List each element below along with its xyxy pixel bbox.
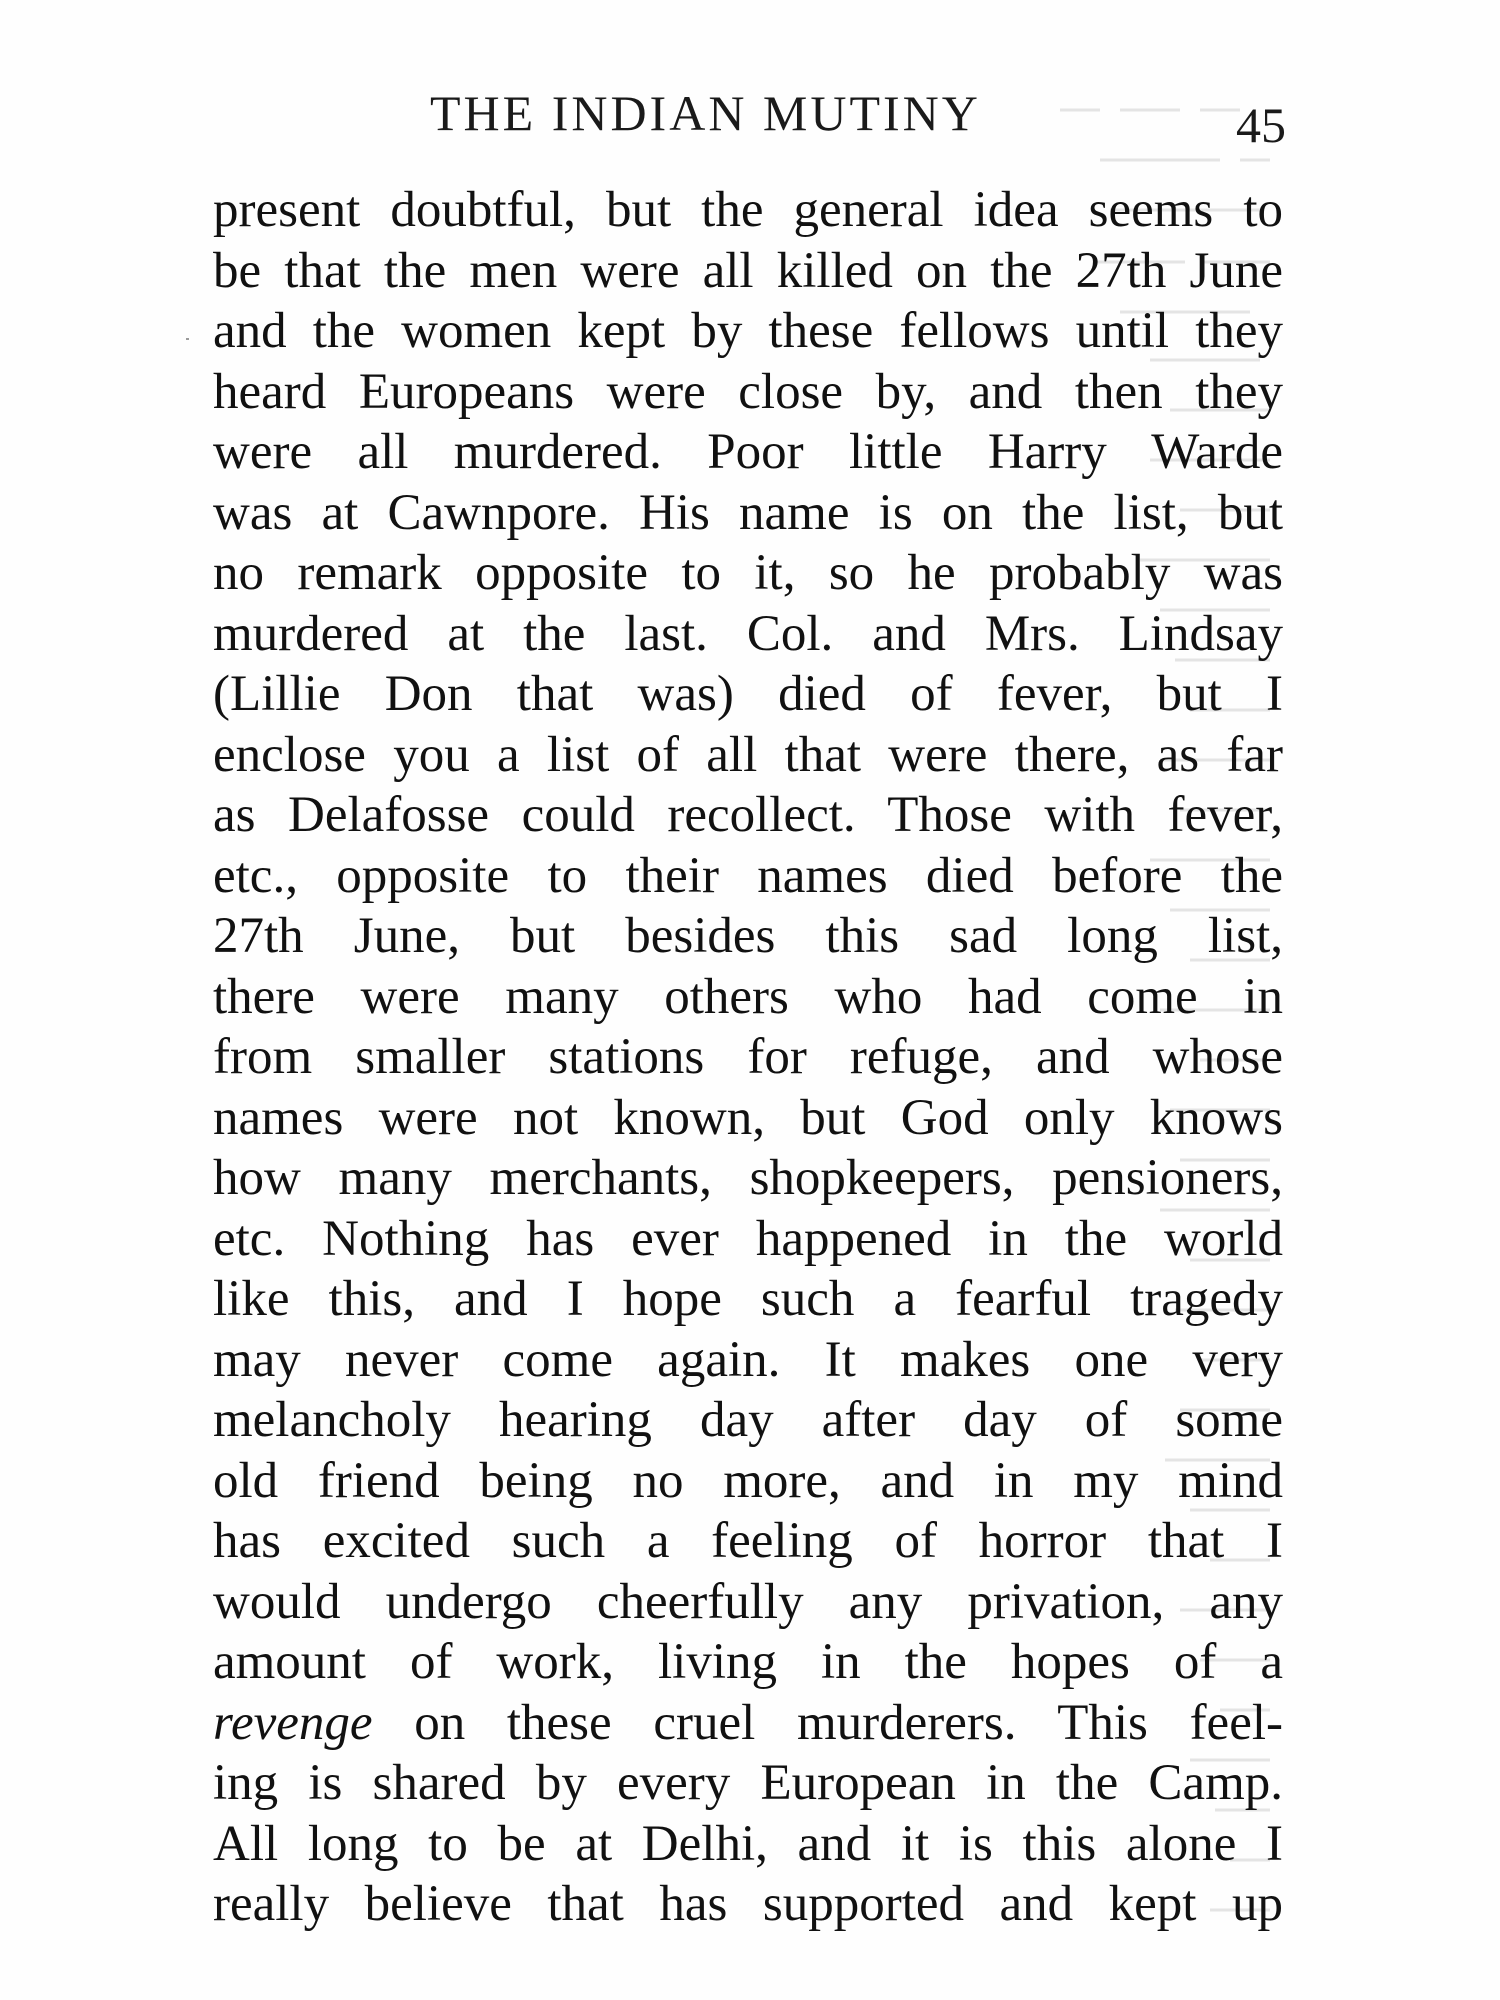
- text-line: be that the men were all killed on the 27th June: [213, 242, 1283, 299]
- text-line-with-italic: [213, 1693, 1283, 1754]
- text-line: ing is shared by every European in the Camp.: [213, 1755, 1283, 1811]
- text-line: (Lillie Don that was) died of fever, but I: [213, 666, 1283, 722]
- running-head: THE INDIAN MUTINY: [430, 85, 981, 141]
- text-line: like this, and I hope such a fearful tragedy: [213, 1271, 1283, 1327]
- text-line: All long to be at Delhi, and it is this alone I: [213, 1815, 1283, 1872]
- text-line: melancholy hearing day after day of some: [213, 1392, 1283, 1448]
- text-line: old friend being no more, and in my mind: [213, 1452, 1283, 1509]
- text-line: and the women kept by these fellows until they: [213, 303, 1283, 359]
- text-line: there were many others who had come in: [213, 968, 1283, 1025]
- text-line: how many merchants, shopkeepers, pensioners,: [213, 1150, 1283, 1206]
- text-line: murdered at the last. Col. and Mrs. Lindsay: [213, 605, 1283, 662]
- text-line: 27th June, but besides this sad long list,: [213, 908, 1283, 964]
- paper-speck: [186, 338, 189, 340]
- page-number: 45: [1236, 97, 1286, 153]
- text-line: would undergo cheerfully any privation, any: [213, 1573, 1283, 1630]
- text-line: was at Cawnpore. His name is on the list, but: [213, 484, 1283, 541]
- italic-word: revenge: [213, 1694, 373, 1751]
- text-line: may never come again. It makes one very: [213, 1331, 1283, 1388]
- text-line: heard Europeans were close by, and then they: [213, 363, 1283, 420]
- text-line: no remark opposite to it, so he probably was: [213, 545, 1283, 601]
- text-line-rest: on these cruel murderers. This feel-: [372, 1694, 1283, 1751]
- text-line: has excited such a feeling of horror that I: [213, 1513, 1283, 1569]
- text-line: etc. Nothing has ever happened in the world: [213, 1210, 1283, 1267]
- text-line: as Delafosse could recollect. Those with fever,: [213, 787, 1283, 843]
- text-line: really believe that has supported and kept up: [213, 1876, 1283, 1932]
- text-line: from smaller stations for refuge, and whose: [213, 1029, 1283, 1085]
- text-line: were all murdered. Poor little Harry Warde: [213, 424, 1283, 480]
- text-line: names were not known, but God only knows: [213, 1089, 1283, 1146]
- text-line: amount of work, living in the hopes of a: [213, 1634, 1283, 1690]
- text-line: enclose you a list of all that were there, as far: [213, 726, 1283, 783]
- text-line: etc., opposite to their names died before the: [213, 847, 1283, 904]
- body-text: [213, 180, 1283, 1935]
- text-line: present doubtful, but the general idea seems to: [213, 182, 1283, 238]
